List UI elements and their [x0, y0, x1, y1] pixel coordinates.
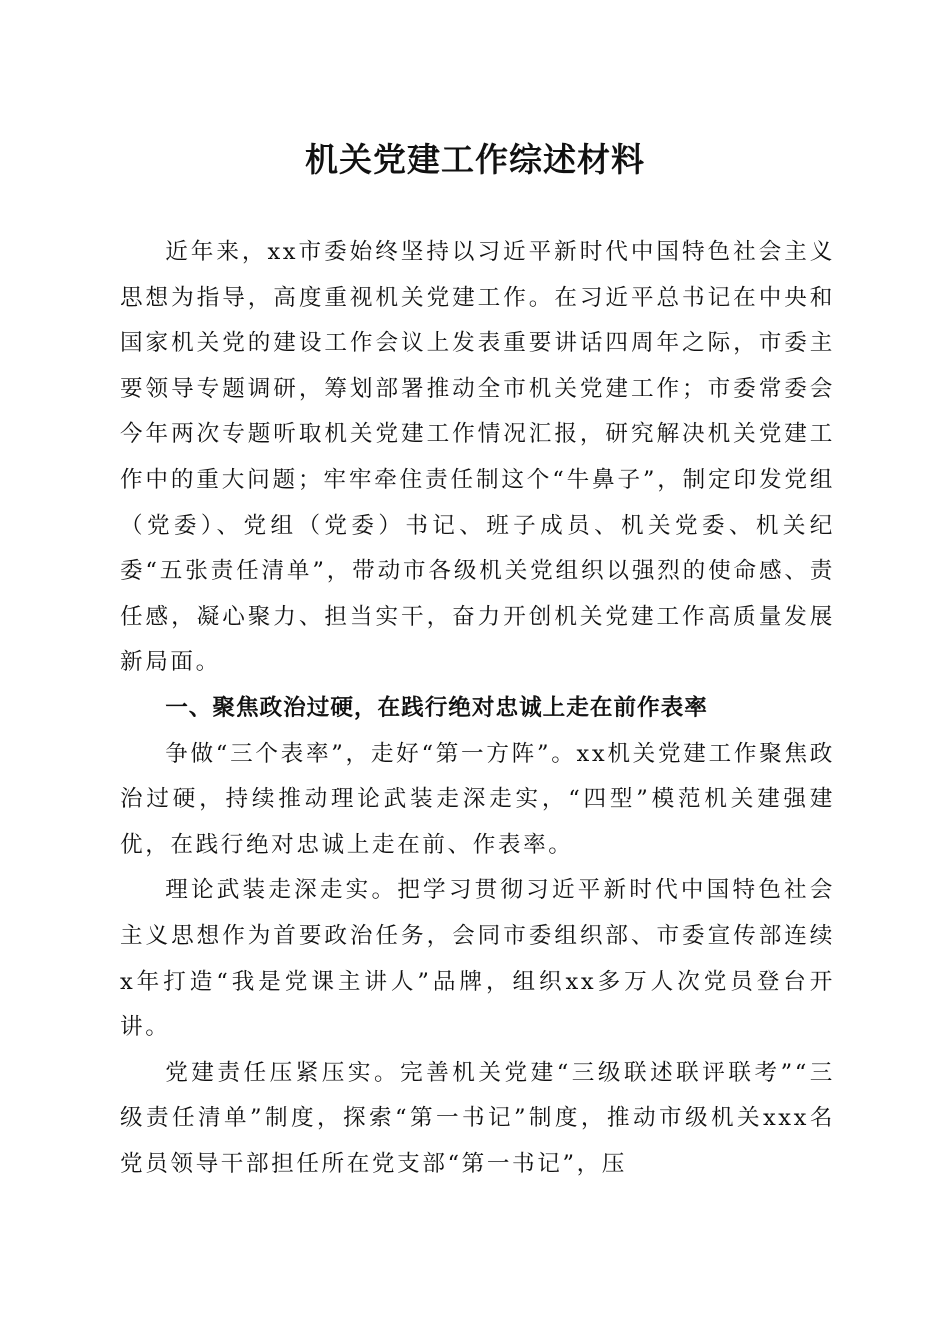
document-body — [120, 230, 835, 1187]
intro-paragraph: 近年来，xx市委始终坚持以习近平新时代中国特色社会主义思想为指导，高度重视机关党建工作。在习近平总书记在中央和国家机关党的建设工作会议上发表重要讲话四周年之际，市委主要领导专题调研，筹划部署推动全市机关党建工作；市委常委会今年两次专题听取机关党建工作情况汇报，研究解决机关党建工作中的重大问题；牢牢牵住责任制这个“牛鼻子”，制定印发党组（党委）、党组（党委）书记、班子成员、机关党委、机关纪委“五张责任清单”，带动市各级机关党组织以强烈的使命感、责任感，凝心聚力、担当实干，奋力开创机关党建工作高质量发展新局面。 — [120, 239, 835, 676]
document-title: 机关党建工作综述材料 — [305, 140, 645, 179]
section-heading: 一、聚焦政治过硬，在践行绝对忠诚上走在前作表率 — [165, 694, 708, 721]
section-lead-paragraph: 争做“三个表率”，走好“第一方阵”。xx机关党建工作聚焦政治过硬，持续推动理论武装走深走实，“四型”模范机关建强建优，在践行绝对忠诚上走在前、作表率。 — [120, 740, 835, 858]
responsibility-paragraph: 党建责任压紧压实。完善机关党建“三级联述联评联考”“三级责任清单”制度，探索“第一书记”制度，推动市级机关xxx名党员领导干部担任所在党支部“第一书记”，压 — [120, 1059, 835, 1177]
theory-paragraph: 理论武装走深走实。把学习贯彻习近平新时代中国特色社会主义思想作为首要政治任务，会同市委组织部、市委宣传部连续x年打造“我是党课主讲人”品牌，组织xx多万人次党员登台开讲。 — [120, 877, 835, 1041]
